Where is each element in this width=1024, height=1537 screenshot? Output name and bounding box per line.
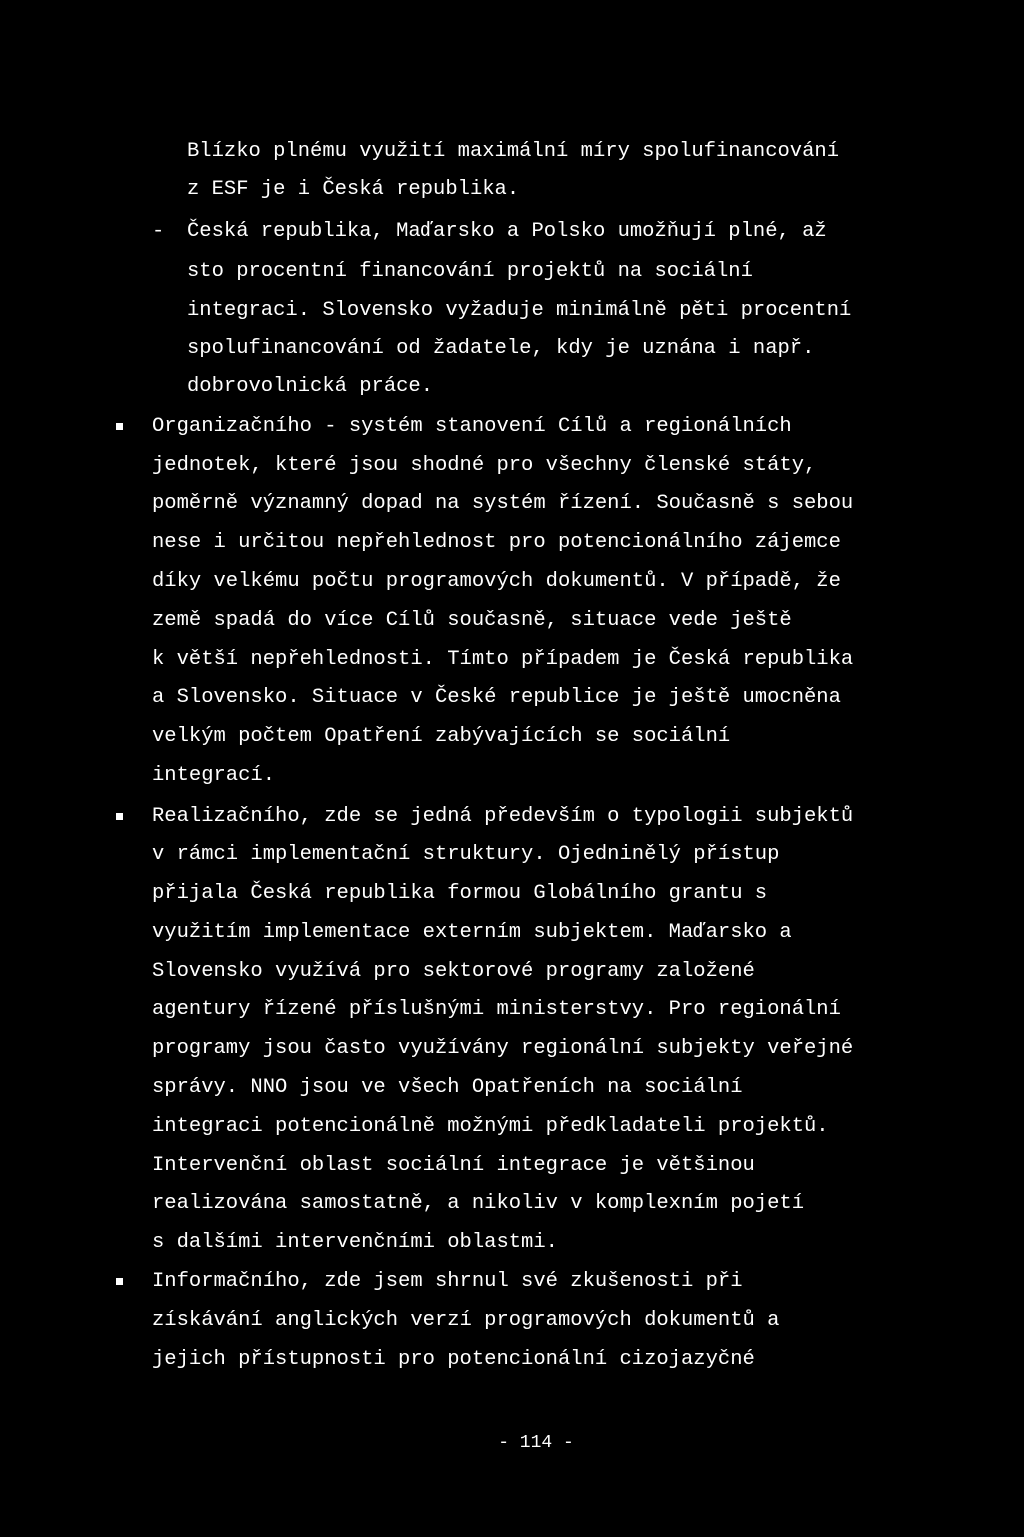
text-line: realizována samostatně, a nikoliv v komplexním pojetí bbox=[152, 1192, 805, 1215]
text-line: jednotek, které jsou shodné pro všechny členské státy, bbox=[152, 454, 817, 477]
bullet-marker bbox=[116, 423, 123, 430]
bullet-marker bbox=[116, 1278, 123, 1285]
text-line: z ESF je i Česká republika. bbox=[187, 178, 520, 201]
text-line: země spadá do více Cílů současně, situace vede ještě bbox=[152, 609, 792, 632]
text-line: Česká republika, Maďarsko a Polsko umožňují plné, až bbox=[187, 220, 827, 243]
dash-marker: - bbox=[152, 220, 165, 243]
text-line: integrací. bbox=[152, 764, 276, 787]
text-line: integraci potencionálně možnými předkladateli projektů. bbox=[152, 1115, 829, 1138]
text-line: Organizačního - systém stanovení Cílů a regionálních bbox=[152, 415, 792, 438]
text-line: využitím implementace externím subjektem. Maďarsko a bbox=[152, 921, 792, 944]
text-line: dobrovolnická práce. bbox=[187, 375, 434, 398]
text-line: jejich přístupnosti pro potencionální cizojazyčné bbox=[152, 1348, 755, 1371]
text-line: a Slovensko. Situace v České republice je ještě umocněna bbox=[152, 686, 841, 709]
text-line: agentury řízené příslušnými ministerstvy. Pro regionální bbox=[152, 998, 841, 1021]
text-line: integraci. Slovensko vyžaduje minimálně pěti procentní bbox=[187, 299, 852, 322]
text-line: Intervenční oblast sociální integrace je většinou bbox=[152, 1154, 755, 1177]
text-line: poměrně významný dopad na systém řízení. Současně s sebou bbox=[152, 492, 854, 515]
page-number: - 114 - bbox=[498, 1433, 574, 1453]
text-line: velkým počtem Opatření zabývajících se sociální bbox=[152, 725, 731, 748]
text-line: přijala Česká republika formou Globálního grantu s bbox=[152, 882, 768, 905]
text-line: s dalšími intervenčními oblastmi. bbox=[152, 1231, 558, 1254]
text-line: Informačního, zde jsem shrnul své zkušenosti při bbox=[152, 1270, 743, 1293]
text-line: nese i určitou nepřehlednost pro potencionálního zájemce bbox=[152, 531, 841, 554]
text-line: Blízko plnému využití maximální míry spolufinancování bbox=[187, 140, 840, 163]
text-line: sto procentní financování projektů na sociální bbox=[187, 260, 753, 283]
text-line: získávání anglických verzí programových dokumentů a bbox=[152, 1309, 780, 1332]
text-line: v rámci implementační struktury. Ojedninělý přístup bbox=[152, 843, 780, 866]
text-line: spolufinancování od žadatele, kdy je uznána i např. bbox=[187, 337, 815, 360]
text-line: Slovensko využívá pro sektorové programy založené bbox=[152, 960, 755, 983]
text-line: k větší nepřehlednosti. Tímto případem je Česká republika bbox=[152, 648, 854, 671]
text-line: Realizačního, zde se jedná především o typologii subjektů bbox=[152, 805, 854, 828]
text-line: programy jsou často využívány regionální subjekty veřejné bbox=[152, 1037, 854, 1060]
text-line: díky velkému počtu programových dokumentů. V případě, že bbox=[152, 570, 841, 593]
bullet-marker bbox=[116, 813, 123, 820]
text-line: správy. NNO jsou ve všech Opatřeních na sociální bbox=[152, 1076, 743, 1099]
